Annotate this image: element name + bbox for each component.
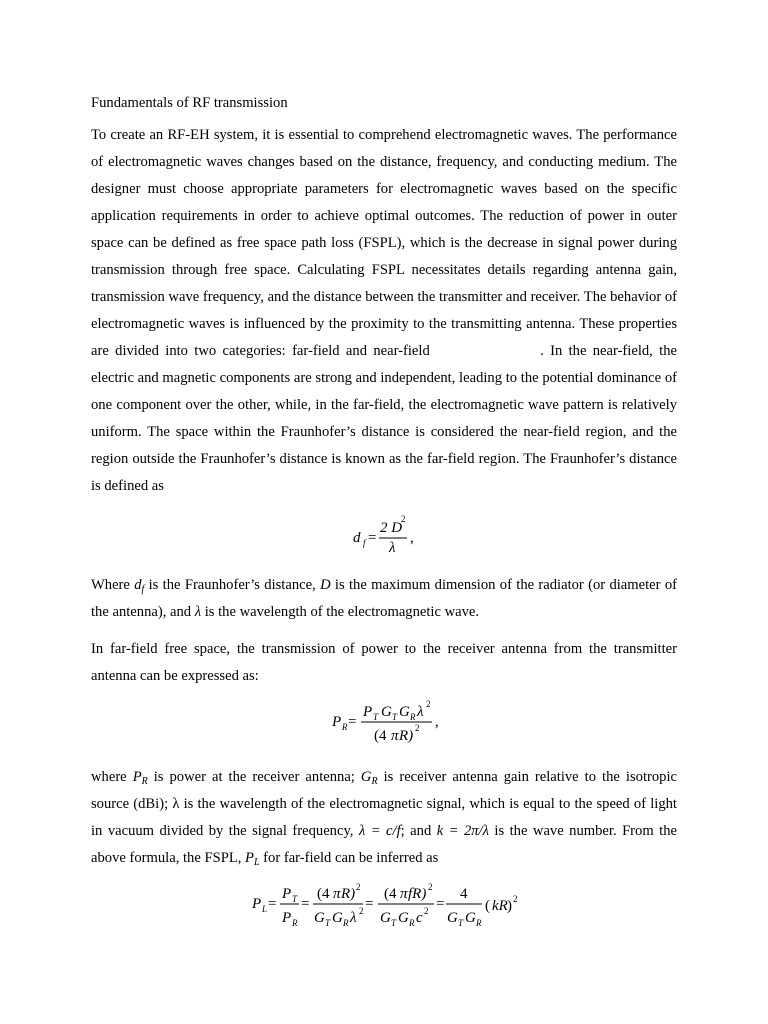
eq2-num-sup: 2: [426, 699, 431, 709]
var-P: P: [132, 769, 142, 785]
eq3-f2-den-g2-sub: R: [343, 918, 349, 928]
eq3-f2-den-lambda: λ: [350, 910, 357, 926]
eq2-comma: ,: [435, 714, 439, 730]
eq3-f3-den-c: c: [416, 910, 423, 926]
var-D: D: [320, 577, 331, 593]
eq3-equals-4: =: [436, 896, 445, 912]
eq3-tail-kr: kR: [492, 898, 508, 914]
equation-received-power: [91, 700, 677, 750]
var-P-sub: R: [141, 776, 148, 787]
eq3-f4-den-g2-sub: R: [476, 918, 482, 928]
eq3-f2-den-sup: 2: [359, 906, 364, 916]
intro-text-part2: . In the near-field, the electric and magnetic components are strong and independent, leading to the potential dominance of one component over the other, while, in the far-field, the electromagnetic wave pattern is relatively uniform. The space within the Fraunhofer’s distance is considered the near-field region, and the region outside the Fraunhofer’s distance is known as the far-field region. The Fraunhofer’s distance is defined as: [91, 343, 677, 494]
paragraph-intro: [91, 122, 677, 500]
eq3-f3-den-g2: G: [398, 910, 409, 926]
eq3-f1-num-sub: T: [292, 894, 298, 904]
eq3-f2-num-pi: π: [333, 886, 341, 902]
eq3-f4-num: 4: [460, 886, 468, 902]
def-text-3: is the maximum dimension of the radiator (or diameter of the antenna), and: [91, 577, 677, 620]
paragraph-definitions: [91, 572, 677, 626]
var-k-def: k = 2π/λ: [436, 823, 489, 839]
paragraph-far-field: In far-field free space, the transmission of power to the receiver antenna from the transmitter antenna can be expressed as:: [91, 641, 677, 684]
eq2-den-sup: 2: [415, 723, 420, 733]
eq3-f3-num-pi: π: [400, 886, 408, 902]
var-text-6: for far-field can be inferred as: [259, 850, 439, 866]
eq3-equals-3: =: [365, 896, 374, 912]
eq3-f3-den-g1: G: [380, 910, 391, 926]
eq2-denominator: [374, 723, 420, 744]
eq3-fraction-2: [313, 882, 364, 928]
def-text-1: Where: [91, 577, 135, 593]
eq3-f3-num-sup: 2: [428, 882, 433, 892]
eq3-f3-num-open: (4: [384, 886, 397, 902]
equation-fraunhofer-distance: [91, 510, 677, 558]
var-G: G: [360, 769, 372, 785]
var-lambda: λ: [194, 604, 202, 620]
eq3-f1-den: P: [282, 910, 292, 926]
eq2-lhs: P: [332, 714, 342, 730]
eq3-f3-den-g1-sub: T: [391, 918, 397, 928]
eq3-fraction-3: [378, 882, 434, 928]
eq3-f3-den-g2-sub: R: [409, 918, 415, 928]
eq3-f2-num-sup: 2: [356, 882, 361, 892]
eq3-f4-den-g1-sub: T: [458, 918, 464, 928]
eq2-den-open: (4: [374, 728, 387, 744]
var-lambda-def: λ = c/f: [358, 823, 401, 839]
eq3-f2-den-g2: G: [332, 910, 343, 926]
eq2-num-g1: G: [381, 704, 392, 720]
eq3-f1-num: P: [282, 886, 292, 902]
eq1-equals: =: [368, 530, 377, 546]
eq3-equals-2: =: [301, 896, 310, 912]
eq2-equals: =: [348, 714, 357, 730]
eq2-num-p: P: [363, 704, 373, 720]
eq3-fraction-1: [280, 886, 299, 928]
var-text-5: is the wave number. From the above formula, the FSPL,: [91, 823, 677, 866]
var-text-1: where: [91, 769, 133, 785]
eq2-lhs-sub: R: [342, 722, 348, 732]
eq1-comma: ,: [410, 530, 414, 546]
eq3-tail-open: (: [485, 898, 490, 914]
eq2-den-pi: π: [391, 728, 399, 744]
eq3-f2-num-r: R): [341, 886, 356, 902]
eq3-f2-den-g1-sub: T: [325, 918, 331, 928]
eq3-fraction-4: [446, 886, 482, 928]
eq3-f3-num-fr: fR): [408, 886, 427, 902]
eq3-f4-den-g1: G: [447, 910, 458, 926]
eq2-den-r: R): [399, 728, 414, 744]
eq3-f4-den-g2: G: [465, 910, 476, 926]
eq3-f3-den-sup: 2: [424, 906, 429, 916]
paragraph-variables: [91, 764, 677, 872]
eq1-denominator: λ: [389, 540, 396, 556]
eq2-num-g2: G: [399, 704, 410, 720]
eq1-lhs: d: [353, 530, 361, 546]
eq2-numerator: [362, 699, 431, 722]
document-page: [91, 90, 677, 946]
var-G-sub: R: [371, 776, 378, 787]
eq3-tail-close: ): [507, 898, 512, 914]
eq3-f1-den-sub: R: [292, 918, 298, 928]
eq2-num-lambda: λ: [417, 704, 424, 720]
eq3-f2-num-open: (4: [317, 886, 330, 902]
eq2-num-p-sub: T: [373, 712, 379, 722]
eq3-tail-sup: 2: [513, 894, 518, 904]
eq2-num-g2-sub: R: [410, 712, 416, 722]
eq2-num-g1-sub: T: [392, 712, 398, 722]
eq1-numerator-sup: 2: [401, 514, 406, 524]
eq1-numerator: 2 D: [380, 520, 403, 536]
var-text-2: is power at the receiver antenna;: [147, 769, 361, 785]
eq3-tail: [485, 894, 518, 914]
def-text-4: is the wavelength of the electromagnetic wave.: [201, 604, 480, 620]
var-text-4: ; and: [400, 823, 437, 839]
intro-text-part1: To create an RF-EH system, it is essential to comprehend electromagnetic waves. The performance of electromagnetic waves changes based on the distance, frequency, and conducting medium. The designer must choose appropriate parameters for electromagnetic waves based on the specific application requirements in order to achieve optimal outcomes. The reduction of power in outer space can be defined as free space path loss (FSPL), which is the decrease in signal power during transmission through free space. Calculating FSPL necessitates details regarding antenna gain, transmission wave frequency, and the distance between the transmitter and receiver. The behavior of electromagnetic waves is influenced by the proximity to the transmitting antenna. These properties are divided into two categories: far-field and near-field: [91, 127, 677, 359]
eq1-lhs-sub: f: [363, 538, 366, 548]
var-d: d: [134, 577, 142, 593]
var-d-sub: f: [141, 584, 145, 595]
eq3-equals-1: =: [268, 896, 277, 912]
section-heading: Fundamentals of RF transmission: [91, 95, 288, 111]
var-text-3: is receiver antenna gain relative to the isotropic source (dBi); λ is the wavelength of the electromagnetic signal, which is equal to the speed of light in vacuum divided by the signal frequency,: [91, 769, 677, 839]
eq3-f2-den-g1: G: [314, 910, 325, 926]
var-PL-sub: L: [253, 857, 260, 868]
var-PL: P: [245, 850, 254, 866]
eq3-lhs-sub: L: [262, 904, 268, 914]
eq3-lhs: P: [252, 896, 262, 912]
def-text-2: is the Fraunhofer’s distance,: [144, 577, 321, 593]
equation-path-loss: [91, 882, 677, 932]
